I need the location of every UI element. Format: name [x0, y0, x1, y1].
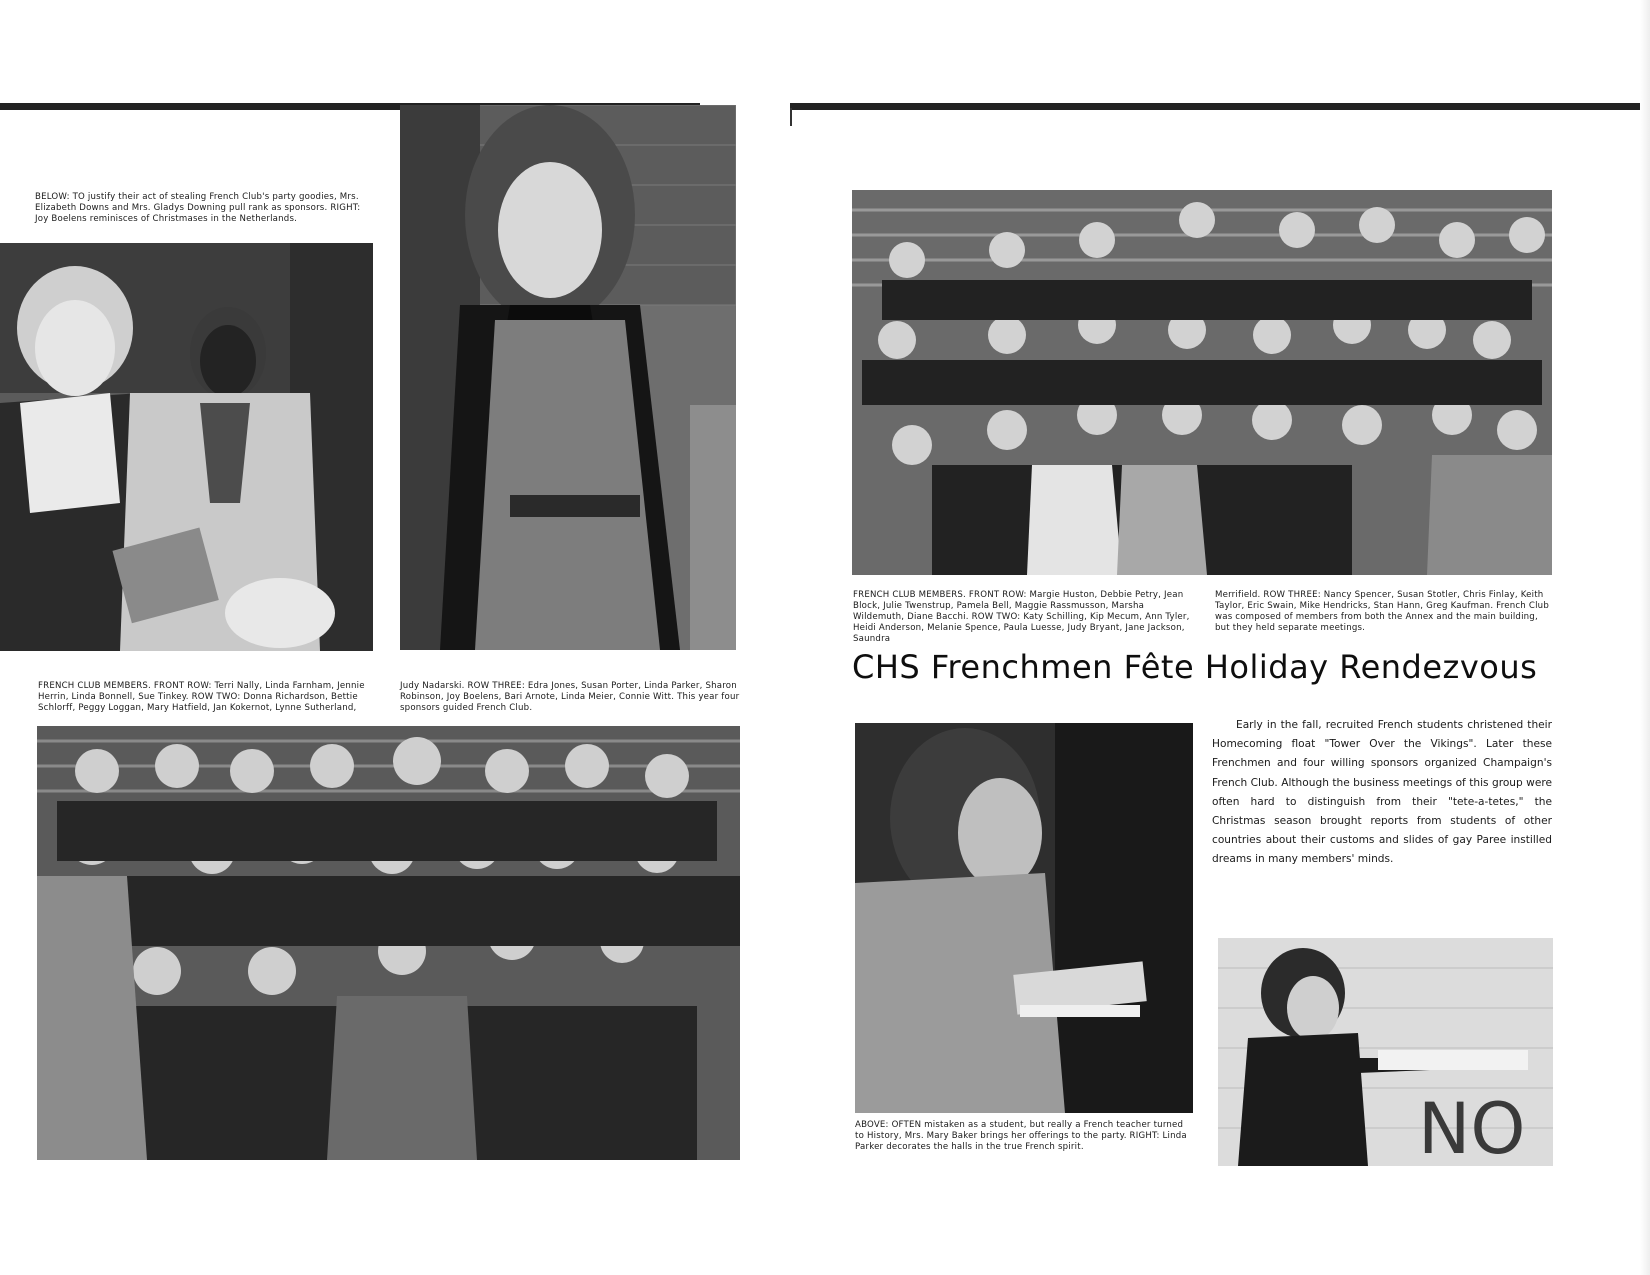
- linda-parker-photo: [1218, 938, 1553, 1166]
- mary-baker-caption: ABOVE: OFTEN mistaken as a student, but really a French teacher turned to History, Mrs. Mary Baker brings her offerings to the party. RIGHT: Linda Parker decorates the halls in the true French spirit.: [855, 1120, 1187, 1152]
- article-headline: CHS Frenchmen Fête Holiday Rendezvous: [852, 648, 1538, 686]
- right-group-photo: [852, 190, 1552, 575]
- right-page-top-border: [790, 103, 1650, 110]
- left-group-photo: [37, 726, 740, 1160]
- sponsors-photo: [0, 243, 373, 651]
- wall-lettering: NO: [1418, 1088, 1526, 1166]
- sponsors-photo-caption: BELOW: TO justify their act of stealing French Club's party goodies, Mrs. Elizabeth Downs and Mrs. Gladys Downing pull rank as sponsors. RIGHT: Joy Boelens reminisces of Christmases in the Netherlands.: [35, 192, 361, 224]
- mary-baker-photo: [855, 723, 1193, 1113]
- left-group-caption-col1: FRENCH CLUB MEMBERS. FRONT ROW: Terri Nally, Linda Farnham, Jennie Herrin, Linda Bonnell, Sue Tinkey. ROW TWO: Donna Richardson, Bettie Schlorff, Peggy Loggan, Mary Hatfield, Jan Kokernot, Lynne Sutherland,: [38, 681, 365, 713]
- page-fold-mark: [790, 108, 792, 126]
- scan-edge: [1640, 0, 1650, 1275]
- left-group-caption-col2: Judy Nadarski. ROW THREE: Edra Jones, Susan Porter, Linda Parker, Sharon Robinson, Joy Boelens, Bari Arnote, Linda Meier, Connie Witt. This year four sponsors guided French Club.: [400, 681, 740, 713]
- joy-boelens-photo: [400, 105, 736, 650]
- right-group-caption-col2: Merrifield. ROW THREE: Nancy Spencer, Susan Stotler, Chris Finlay, Keith Taylor, Eric Swain, Mike Hendricks, Stan Hann, Greg Kaufman. French Club was composed of members from both the Annex and the main building, but they held separate meetings.: [1215, 590, 1549, 633]
- right-group-caption-col1: FRENCH CLUB MEMBERS. FRONT ROW: Margie Huston, Debbie Petry, Jean Block, Julie Twenstrup, Pamela Bell, Maggie Rassmusson, Marsha Wildemuth, Diane Bacchi. ROW TWO: Katy Schilling, Kip Mecum, Ann Tyler, Heidi Anderson, Melanie Spence, Paula Luesse, Judy Bryant, Jane Jackson, Saundra: [853, 590, 1190, 644]
- article-body: Early in the fall, recruited French students christened their Homecoming float "Tower Over the Vikings". Later these Frenchmen and four willing sponsors organized Champaign's French Club. Although the business meetings of this group were often hard to distinguish from their "tete-a-tetes," the Christmas season brought reports from students of other countries about their customs and slides of gay Paree instilled dreams in many members' minds.: [1212, 719, 1552, 866]
